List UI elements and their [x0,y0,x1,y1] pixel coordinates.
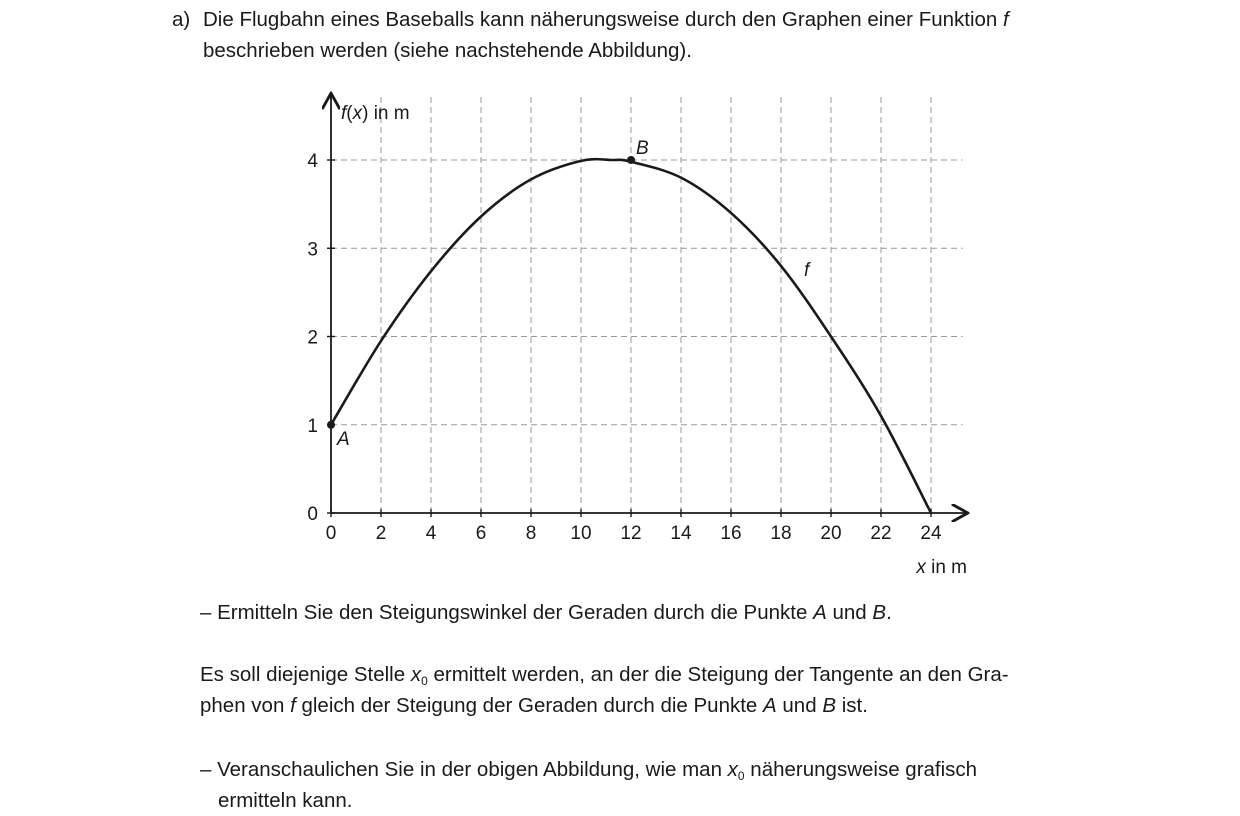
x-tick-label: 18 [770,523,792,544]
task1-point-b: B [872,601,887,624]
task1-period: . [886,601,892,624]
x-tick-label: 12 [620,523,642,544]
task1-and: und [826,601,873,624]
task2-text-2: näherungsweise grafisch [744,758,978,781]
x-tick-label: 0 [325,523,337,544]
y-tick-label: 2 [307,327,318,349]
paragraph-x0 [200,659,1009,721]
point-label-a: A [337,428,350,450]
x-tick-label: 20 [820,523,842,544]
intro-function-f: f [1003,8,1009,31]
x-tick-label: 6 [475,523,487,544]
x-tick-label: 8 [525,523,537,544]
para-x: x [410,663,422,686]
para-text-1: Es soll diejenige Stelle [200,663,411,686]
intro-text-2: beschrieben werden (siehe nachstehende Abbildung). [203,39,692,62]
y-axis-label: f(x) in m [341,103,410,124]
x-axis-label: x in m [916,557,967,578]
x-tick-label: 24 [920,523,942,544]
para-text-4: gleich der Steigung der Geraden durch die Punkte [295,694,764,717]
intro-text-1: Die Flugbahn eines Baseballs kann näherungsweise durch den Graphen einer Funktion [203,8,1004,31]
x-tick-label: 2 [375,523,387,544]
para-x-sub: 0 [421,674,428,688]
point-label-b: B [636,138,649,159]
task-1 [200,597,892,628]
x-tick-label: 14 [670,523,692,544]
task2-x: x [727,758,738,781]
para-point-b: B [822,694,836,717]
point-b [627,156,635,164]
para-and: und [776,694,823,717]
x-tick-label: 10 [570,523,592,544]
y-tick-label: 3 [307,239,318,261]
x-tick-label: 4 [425,523,437,544]
task2-text-1: – Veranschaulichen Sie in der obigen Abbildung, wie man [200,758,728,781]
task1-point-a: A [813,601,827,624]
curve-label-f: f [804,260,810,281]
y-tick-label: 0 [307,504,318,525]
task2-text-3: ermitteln kann. [218,789,353,812]
para-f: f [290,694,296,717]
tick-labels [307,151,942,544]
problem-label: a) [172,8,191,31]
x-tick-label: 22 [870,523,892,544]
x-tick-label: 16 [720,523,742,544]
task1-text: – Ermitteln Sie den Steigungswinkel der Geraden durch die Punkte [200,601,814,624]
para-end: ist. [836,694,868,717]
task-2 [200,754,977,816]
para-text-3: phen von [200,694,291,717]
points [327,138,649,450]
y-tick-label: 4 [307,151,318,172]
y-tick-label: 1 [307,415,318,437]
para-point-a: A [763,694,777,717]
task2-x-sub: 0 [737,769,745,783]
point-a [327,421,335,429]
para-text-2: ermittelt werden, an der die Steigung der Tangente an den Gra- [427,663,1009,686]
